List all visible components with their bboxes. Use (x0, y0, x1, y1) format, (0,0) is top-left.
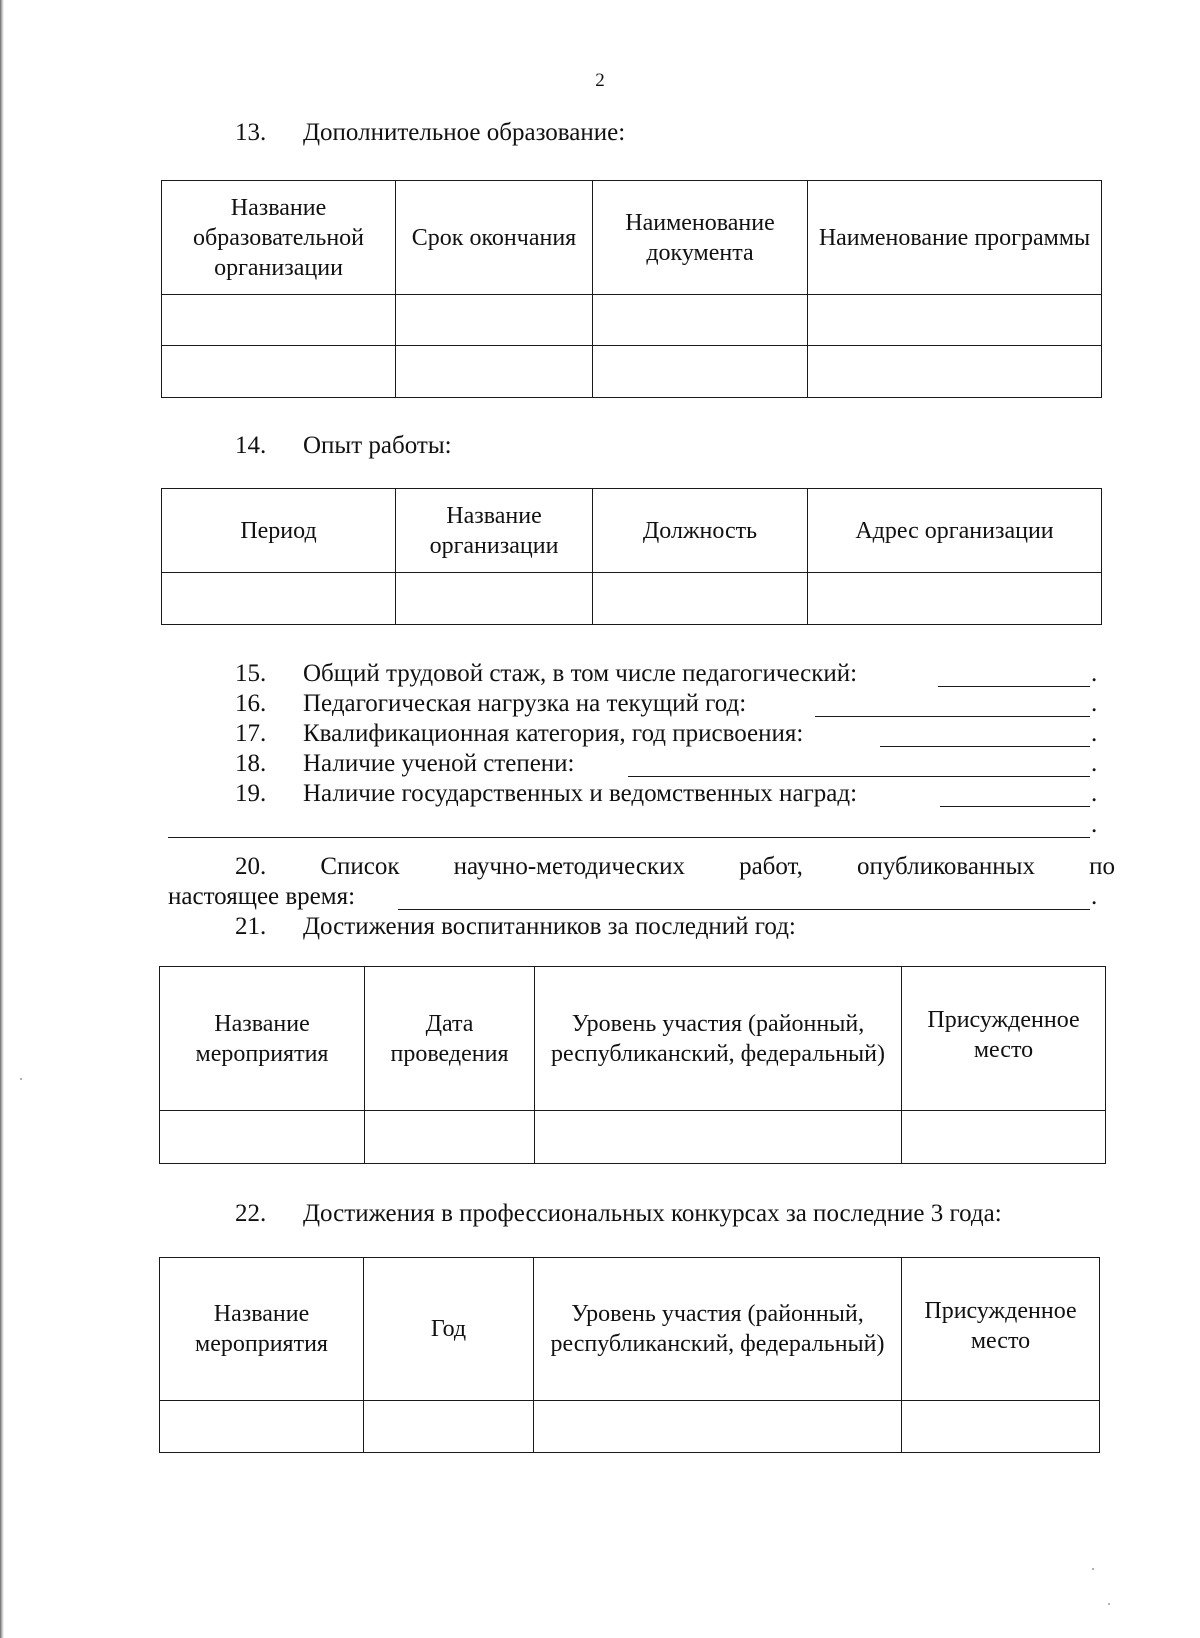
field-number: 19. (235, 780, 267, 807)
table-row (162, 573, 1102, 625)
professional-contests-table (159, 1257, 1100, 1453)
general-experience-blank[interactable] (938, 662, 1090, 687)
scan-speck (1108, 1603, 1110, 1605)
work-experience-table (161, 488, 1102, 625)
scan-edge (0, 0, 4, 1638)
scan-speck (1092, 1568, 1094, 1570)
table-cell[interactable] (396, 346, 593, 398)
table-cell[interactable] (162, 346, 396, 398)
period-mark: . (1091, 660, 1098, 687)
period-mark: . (1091, 780, 1098, 807)
table-cell[interactable] (593, 573, 808, 625)
field-number: 15. (235, 660, 267, 687)
field-label-word: научно-методических (453, 853, 685, 880)
table-cell[interactable] (902, 1401, 1100, 1453)
field-label-word: Список (320, 853, 400, 880)
field-label: Квалификационная категория, год присвоения: (303, 720, 804, 747)
header-awarded-place: Присужденное место (902, 1258, 1100, 1401)
table-cell[interactable] (534, 1401, 902, 1453)
section-14-number: 14. (235, 432, 267, 459)
field-label-word: по (1089, 853, 1115, 880)
field-number: 17. (235, 720, 267, 747)
header-completion-date: Срок окончания (396, 181, 593, 295)
header-organization-name: Название образовательной организации (162, 181, 396, 295)
header-document-name: Наименование документа (593, 181, 808, 295)
section-14-title: Опыт работы: (303, 432, 452, 459)
header-participation-level: Уровень участия (районный, республиканский, федеральный) (534, 1258, 902, 1401)
additional-education-table (161, 180, 1102, 398)
table-row (160, 1111, 1106, 1164)
table-row (162, 346, 1102, 398)
field-number: 16. (235, 690, 267, 717)
page-number: 2 (595, 70, 605, 91)
section-13-title: Дополнительное образование: (303, 119, 626, 146)
table-row (162, 295, 1102, 346)
table-cell[interactable] (160, 1111, 365, 1164)
table-cell[interactable] (162, 295, 396, 346)
header-organization-name: Название организации (396, 489, 593, 573)
table-cell[interactable] (365, 1111, 535, 1164)
section-21-number: 21. (235, 913, 267, 940)
publications-blank[interactable] (398, 885, 1090, 910)
field-publications (235, 853, 1115, 881)
table-row (160, 1401, 1100, 1453)
academic-degree-blank[interactable] (628, 752, 1090, 777)
field-number: 20. (235, 853, 267, 880)
header-event-name: Название мероприятия (160, 1258, 364, 1401)
field-label: Педагогическая нагрузка на текущий год: (303, 690, 747, 717)
teaching-load-blank[interactable] (815, 692, 1090, 717)
period-mark: . (1091, 720, 1098, 747)
table-cell[interactable] (808, 573, 1102, 625)
table-cell[interactable] (808, 346, 1102, 398)
header-year: Год (364, 1258, 534, 1401)
header-program-name: Наименование программы (808, 181, 1102, 295)
awards-blank-continuation[interactable] (168, 813, 1090, 838)
period-mark: . (1091, 811, 1098, 838)
field-label: настоящее время: (168, 883, 356, 910)
field-number: 18. (235, 750, 267, 777)
field-label: Общий трудовой стаж, в том числе педагогический: (303, 660, 858, 687)
section-13-number: 13. (235, 119, 267, 146)
section-21-title: Достижения воспитанников за последний год: (303, 913, 796, 940)
header-awarded-place: Присужденное место (902, 967, 1106, 1111)
field-label-word: опубликованных (856, 853, 1035, 880)
field-label: Наличие государственных и ведомственных наград: (303, 780, 858, 807)
table-cell[interactable] (364, 1401, 534, 1453)
header-period: Период (162, 489, 396, 573)
table-cell[interactable] (535, 1111, 902, 1164)
scan-speck (20, 1078, 22, 1080)
table-cell[interactable] (396, 573, 593, 625)
field-label: Наличие ученой степени: (303, 750, 575, 777)
table-cell[interactable] (593, 346, 808, 398)
header-event-name: Название мероприятия (160, 967, 365, 1111)
header-event-date: Дата проведения (365, 967, 535, 1111)
section-22-number: 22. (235, 1200, 267, 1227)
table-cell[interactable] (162, 573, 396, 625)
period-mark: . (1091, 883, 1098, 910)
period-mark: . (1091, 750, 1098, 777)
table-cell[interactable] (396, 295, 593, 346)
table-cell[interactable] (160, 1401, 364, 1453)
table-cell[interactable] (808, 295, 1102, 346)
section-22-title: Достижения в профессиональных конкурсах за последние 3 года: (303, 1200, 1002, 1227)
table-cell[interactable] (902, 1111, 1106, 1164)
header-participation-level: Уровень участия (районный, республиканский, федеральный) (535, 967, 902, 1111)
field-publications-line2 (168, 883, 418, 913)
students-achievements-table (159, 966, 1106, 1164)
header-organization-address: Адрес организации (808, 489, 1102, 573)
awards-blank[interactable] (940, 782, 1090, 807)
field-label-word: работ, (739, 853, 803, 880)
period-mark: . (1091, 690, 1098, 717)
qualification-category-blank[interactable] (880, 722, 1090, 747)
table-cell[interactable] (593, 295, 808, 346)
header-position: Должность (593, 489, 808, 573)
